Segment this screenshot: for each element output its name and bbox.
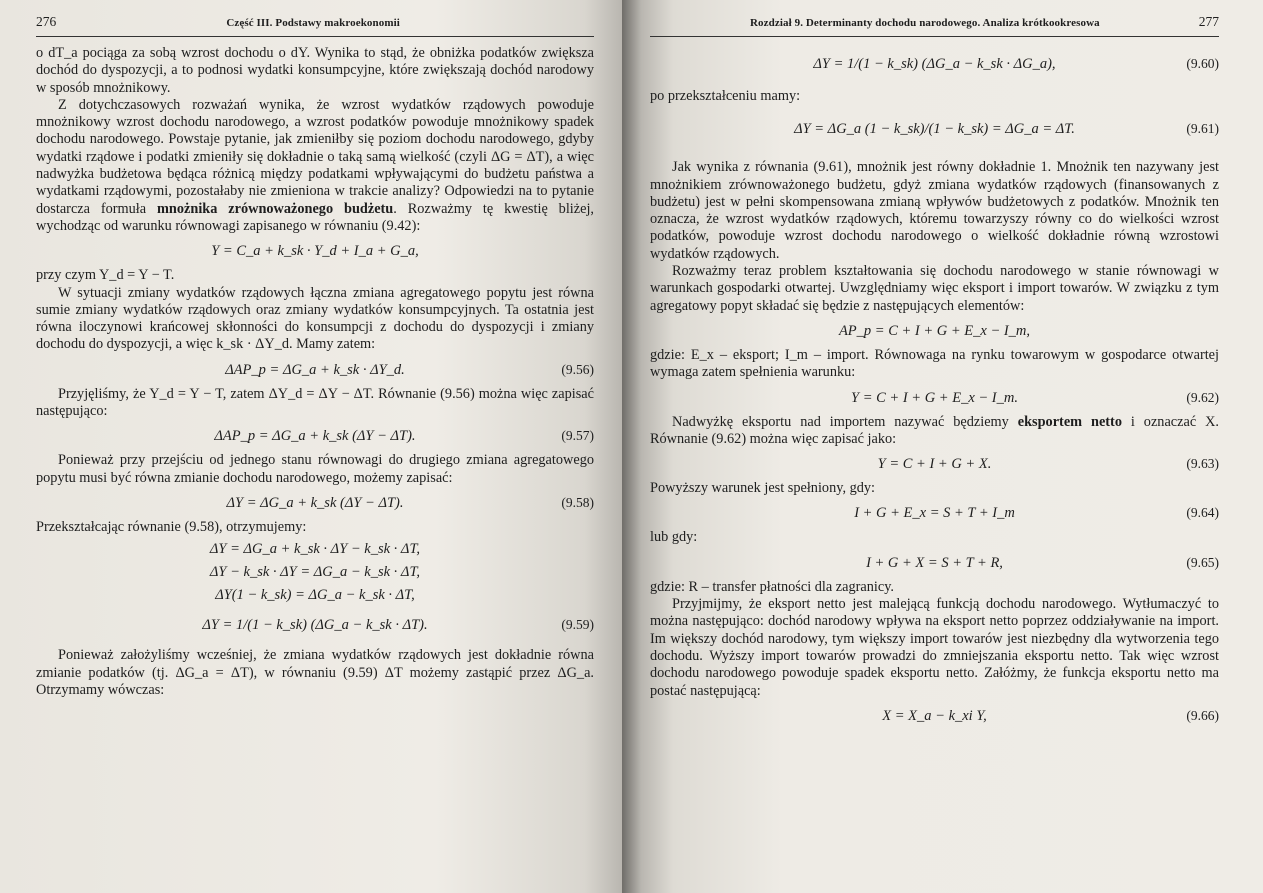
equation: ΔY = 1/(1 − k_sk) (ΔG_a − k_sk · ΔT). (9.59) <box>36 607 594 643</box>
paragraph: lub gdy: <box>650 529 698 546</box>
equation: I + G + E_x = S + T + I_m (9.64) <box>650 502 1219 524</box>
paragraph: Z dotychczasowych rozważań wynika, że wzrost wydatków rządowych powoduje mnożnikowy wzrost dochodu narodowego, a wzrost podatków powoduje mnożnikowy spadek dochodu narodowego. Powstaje pytanie, jak zmieniłby się poziom dochodu narodowego, gdyby wydatki rządowe i podatki zmieniły się dokładnie o taką samą wielkość (czyli ΔG = ΔT), a więc nadwyżka budżetowa będąca różnicą między podatkami wpływającymi do budżetu państwa a wydatkami rządowymi, pozostałaby nie zmieniona w trakcie analizy? Odpowiedzi na to pytanie dostarcza formuła mnożnika zrównoważonego budżetu. Rozważmy tę kwestię bliżej, wychodząc od warunku równowagi zapisanego w równaniu (9.42): <box>36 96 594 234</box>
paragraph: Przyjęliśmy, że Y_d = Y − T, zatem ΔY_d = ΔY − ΔT. Równanie (9.56) można więc zapisać następująco: <box>36 385 594 420</box>
equation: ΔY − k_sk · ΔY = ΔG_a − k_sk · ΔT, <box>209 564 421 581</box>
running-head-right <box>650 14 1219 37</box>
paragraph: W sytuacji zmiany wydatków rządowych łączna zmiana agregatowego popytu jest równa sumie zmiany wydatków rządowych oraz zmiany wydatków konsumpcyjnych. Ta ostatnia jest równa iloczynowi krańcowej skłonności do konsumpcji z dochodu do dyspozycji i zmiany dochodu do dyspozycji, a więc k_sk · ΔY_d. Mamy zatem: <box>36 284 594 353</box>
equation: ΔY = 1/(1 − k_sk) (ΔG_a − k_sk · ΔG_a), (9.60) <box>650 45 1219 83</box>
running-head-left <box>36 14 594 37</box>
paragraph: Przyjmijmy, że eksport netto jest malejącą funkcją dochodu narodowego. Wytłumaczyć to można następująco: dochód narodowy wpływa na eksport netto poprzez oddziaływanie na import. Im większy dochód narodowy, tym większy import towarów jest niezbędny dla wytworzenia tego dochodu. Wyższy import towarów prowadzi do zmniejszania eksportu netto. Tak więc wzrost dochodu narodowego powoduje spadek eksportu netto. Załóżmy, że funkcja eksportu netto ma postać następującą: <box>650 596 1219 699</box>
paragraph: Ponieważ założyliśmy wcześniej, że zmiana wydatków rządowych jest dokładnie równa zmianie podatków (tj. ΔG_a = ΔT), w równaniu (9.59) ΔT możemy zastąpić przez ΔG_a. Otrzymamy wówczas: <box>36 647 594 698</box>
equation-number: (9.65) <box>1186 554 1219 570</box>
paragraph: gdzie: R – transfer płatności dla zagranicy. <box>650 578 895 595</box>
equation: Y = C_a + k_sk · Y_d + I_a + G_a, <box>211 243 419 260</box>
paragraph: Rozważmy teraz problem kształtowania się dochodu narodowego w stanie równowagi w warunkach gospodarki otwartej. Uwzględniamy więc eksport i import towarów. W związku z tym agregatowy popyt składać się będzie z następujących elementów: <box>650 263 1219 314</box>
page-number: 277 <box>1198 14 1219 29</box>
equation-number: (9.60) <box>1186 56 1219 71</box>
paragraph: gdzie: E_x – eksport; I_m – import. Równowaga na rynku towarowym w gospodarce otwartej wymaga zatem spełnienia warunku: <box>650 346 1219 381</box>
equation: ΔY(1 − k_sk) = ΔG_a − k_sk · ΔT, <box>215 587 415 604</box>
equation-number: (9.64) <box>1186 505 1219 521</box>
equation-number: (9.63) <box>1186 456 1219 472</box>
equation-number: (9.61) <box>1186 121 1219 137</box>
equation: ΔAP_p = ΔG_a + k_sk (ΔY − ΔT). (9.57) <box>36 425 594 447</box>
equation-block <box>36 538 594 643</box>
equation-number: (9.57) <box>561 428 594 444</box>
equation: AP_p = C + I + G + E_x − I_m, <box>838 322 1031 339</box>
equation: ΔY = ΔG_a + k_sk (ΔY − ΔT). (9.58) <box>36 492 594 514</box>
equation-number: (9.66) <box>1186 707 1219 723</box>
paragraph: po przekształceniu mamy: <box>650 88 801 104</box>
bold-term: mnożnika zrównoważonego budżetu <box>157 200 394 217</box>
equation-number: (9.58) <box>561 494 594 510</box>
equation: I + G + X = S + T + R, (9.65) <box>650 552 1219 574</box>
equation: ΔAP_p = ΔG_a + k_sk · ΔY_d. (9.56) <box>36 359 594 381</box>
running-title: Rozdział 9. Determinanty dochodu narodowego. Analiza krótkookresowa <box>750 17 1100 29</box>
equation: ΔY = ΔG_a + k_sk · ΔY − k_sk · ΔT, <box>209 541 421 558</box>
equation: ΔY = ΔG_a (1 − k_sk)/(1 − k_sk) = ΔG_a = ΔT. (9.61) <box>650 110 1219 148</box>
paragraph: Przekształcając równanie (9.58), otrzymujemy: <box>36 518 307 535</box>
equation-number: (9.56) <box>561 361 594 377</box>
equation: Y = C + I + G + E_x − I_m. (9.62) <box>650 387 1219 409</box>
paragraph: Jak wynika z równania (9.61), mnożnik jest równy dokładnie 1. Mnożnik ten nazywany jest mnożnikiem zrównoważonego budżetu, gdyż zmiana wydatków rządowych (finansowanych z budżetu) jest w pełni skompensowana zmianą wpływów budżetowych z podatków. Mnożnik ten oznacza, że wzrost wydatków rządowych, któremu towarzyszy równy co do wielkości wzrost podatków, powoduje wzrost dochodu narodowego o wielkość dokładnie równą wzrostowi wydatków rządowych. <box>650 159 1219 262</box>
equation: X = X_a − k_xi Y, (9.66) <box>650 705 1219 727</box>
paragraph: przy czym Y_d = Y − T. <box>36 267 175 284</box>
page-number: 276 <box>36 14 57 29</box>
bold-term: eksportem netto <box>1017 413 1122 430</box>
equation-number: (9.59) <box>561 617 594 633</box>
right-page <box>622 0 1263 893</box>
equation: Y = C + I + G + X. (9.63) <box>650 453 1219 475</box>
left-page <box>0 0 622 893</box>
paragraph: Nadwyżkę eksportu nad importem nazywać będziemy eksportem netto i oznaczać X. Równanie (9.62) można więc zapisać jako: <box>650 413 1219 447</box>
running-title: Część III. Podstawy makroekonomii <box>226 17 400 29</box>
paragraph: Ponieważ przy przejściu od jednego stanu równowagi do drugiego zmiana agregatowego popytu musi być równa zmianie dochodu narodowego, możemy zapisać: <box>36 452 594 486</box>
paragraph: Powyższy warunek jest spełniony, gdy: <box>650 480 876 497</box>
paragraph: o dT_a pociąga za sobą wzrost dochodu o dY. Wynika to stąd, że obniżka podatków zwiększa dochód do dyspozycji, a to podnosi wydatki konsumpcyjne, które zwiększają dochód narodowy w sposób mnożnikowy. <box>36 45 594 96</box>
equation-number: (9.62) <box>1186 389 1219 405</box>
